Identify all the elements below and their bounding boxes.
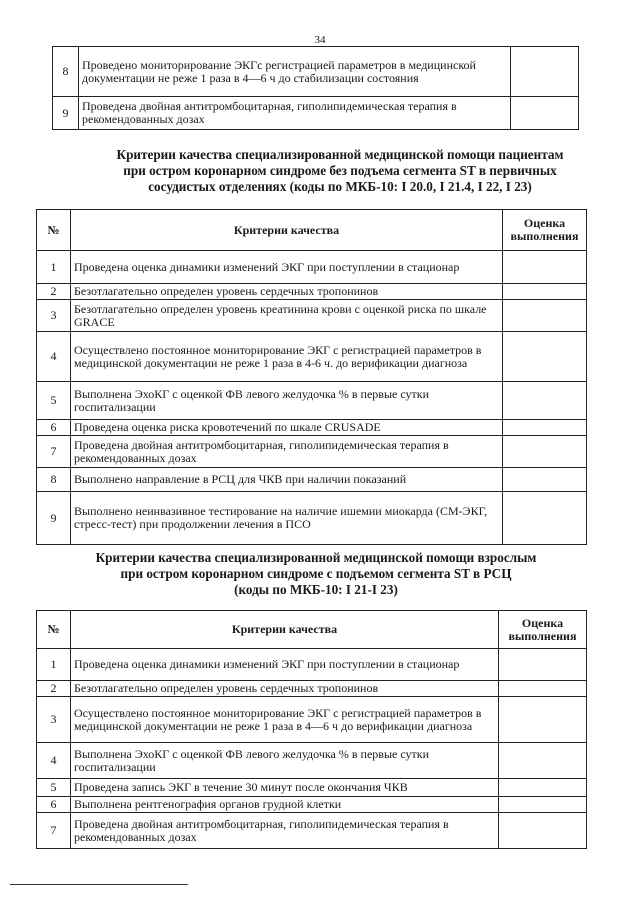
row-number: 8 [53,47,79,97]
column-header-criteria: Критерии качества [71,611,499,649]
score-cell [499,697,587,743]
criterion-text: Безотлагательно определен уровень креатинина крови с оценкой риска по шкале GRACE [71,300,503,332]
table-row [37,649,587,681]
criterion-text: Проведена двойная антитромбоцитарная, гиполипидемическая терапия в рекомендованных дозах [79,97,511,130]
section-title-line: при остром коронарном синдроме без подъема сегмента ST в первичных [123,163,557,178]
column-header-number: № [37,611,71,649]
table-row [37,797,587,813]
score-cell [503,436,587,468]
column-header-criteria: Критерии качества [71,210,503,251]
table-row [37,300,587,332]
row-number: 2 [37,284,71,300]
row-number: 5 [37,382,71,420]
score-cell [499,743,587,779]
row-number: 6 [37,420,71,436]
criterion-text: Выполнено неинвазивное тестирование на наличие ишемии миокарда (СМ-ЭКГ, стресс-тест) при продолжении лечения в ПСО [71,492,503,545]
score-cell [499,681,587,697]
score-cell [503,251,587,284]
table-row [37,251,587,284]
score-cell [503,284,587,300]
score-cell [499,797,587,813]
row-number: 4 [37,332,71,382]
section-title [36,550,596,598]
criteria-table-stemi [36,610,587,849]
score-cell [499,649,587,681]
criterion-text: Безотлагательно определен уровень сердечных тропонинов [71,284,503,300]
row-number: 3 [37,697,71,743]
column-header-number: № [37,210,71,251]
table-row [37,436,587,468]
score-cell [503,420,587,436]
table-row [37,743,587,779]
row-number: 3 [37,300,71,332]
table-row [37,697,587,743]
column-header-score: Оценка выполнения [499,611,587,649]
score-cell [503,492,587,545]
section-title [60,147,620,195]
criterion-text: Безотлагательно определен уровень сердечных тропонинов [71,681,499,697]
row-number: 8 [37,468,71,492]
criterion-text: Проведена запись ЭКГ в течение 30 минут после окончания ЧКВ [71,779,499,797]
table-row [53,47,579,97]
score-cell [499,813,587,849]
criteria-table-nste-acs [36,209,587,545]
criterion-text: Проведена двойная антитромбоцитарная, гиполипидемическая терапия в рекомендованных дозах [71,436,503,468]
table-row [37,468,587,492]
column-header-score: Оценка выполнения [503,210,587,251]
table-row [37,681,587,697]
criterion-text: Проведена оценка динамики изменений ЭКГ при поступлении в стационар [71,649,499,681]
criterion-text: Проведена двойная антитромбоцитарная, гиполипидемическая терапия в рекомендованных дозах [71,813,499,849]
table-row [37,420,587,436]
section-title-line: сосудистых отделениях (коды по МКБ-10: I 20.0, I 21.4, I 22, I 23) [148,179,532,194]
table-row [37,492,587,545]
row-number: 7 [37,436,71,468]
criterion-text: Осуществлено постоянное мониторирование ЭКГ с регистрацией параметров в медицинской документации не реже 1 раза в 4—6 ч до верификации диагноза [71,697,499,743]
criterion-text: Выполнено направление в РСЦ для ЧКВ при наличии показаний [71,468,503,492]
table-row [53,97,579,130]
row-number: 6 [37,797,71,813]
table-row [37,813,587,849]
page-number: 34 [314,34,326,46]
row-number: 4 [37,743,71,779]
criterion-text: Проведена оценка динамики изменений ЭКГ при поступлении в стационар [71,251,503,284]
section-title-line: при остром коронарном синдроме с подъемом сегмента ST в РСЦ [120,566,512,581]
row-number: 9 [37,492,71,545]
criterion-text: Выполнена ЭхоКГ с оценкой ФВ левого желудочка % в первые сутки госпитализации [71,382,503,420]
criterion-text: Проведена оценка риска кровотечений по шкале CRUSADE [71,420,503,436]
table-row [37,284,587,300]
row-number: 1 [37,251,71,284]
score-cell [503,300,587,332]
row-number: 9 [53,97,79,130]
score-cell [511,47,579,97]
row-number: 5 [37,779,71,797]
table-row [37,382,587,420]
row-number: 1 [37,649,71,681]
criterion-text: Выполнена рентгенография органов грудной клетки [71,797,499,813]
score-cell [503,468,587,492]
section-title-line: Критерии качества специализированной медицинской помощи взрослым [95,550,537,565]
score-cell [499,779,587,797]
table-row [37,332,587,382]
criterion-text: Выполнена ЭхоКГ с оценкой ФВ левого желудочка % в первые сутки госпитализации [71,743,499,779]
criterion-text: Проведено мониторирование ЭКГс регистрацией параметров в медицинской документации не реже 1 раза в 4—6 ч до стабилизации состояния [79,47,511,97]
score-cell [511,97,579,130]
continuation-criteria-table [52,46,579,130]
row-number: 2 [37,681,71,697]
footnote-separator-line [10,884,188,885]
score-cell [503,382,587,420]
table-row [37,779,587,797]
criterion-text: Осуществлено постоянное мониторирование ЭКГ с регистрацией параметров в медицинской документации не реже 1 раза в 4-6 ч. до верификации диагноза [71,332,503,382]
section-title-line: Критерии качества специализированной медицинской помощи пациентам [116,147,564,162]
table-header-row [37,611,587,649]
table-header-row [37,210,587,251]
row-number: 7 [37,813,71,849]
section-title-line: (коды по МКБ-10: I 21-I 23) [234,582,398,597]
score-cell [503,332,587,382]
